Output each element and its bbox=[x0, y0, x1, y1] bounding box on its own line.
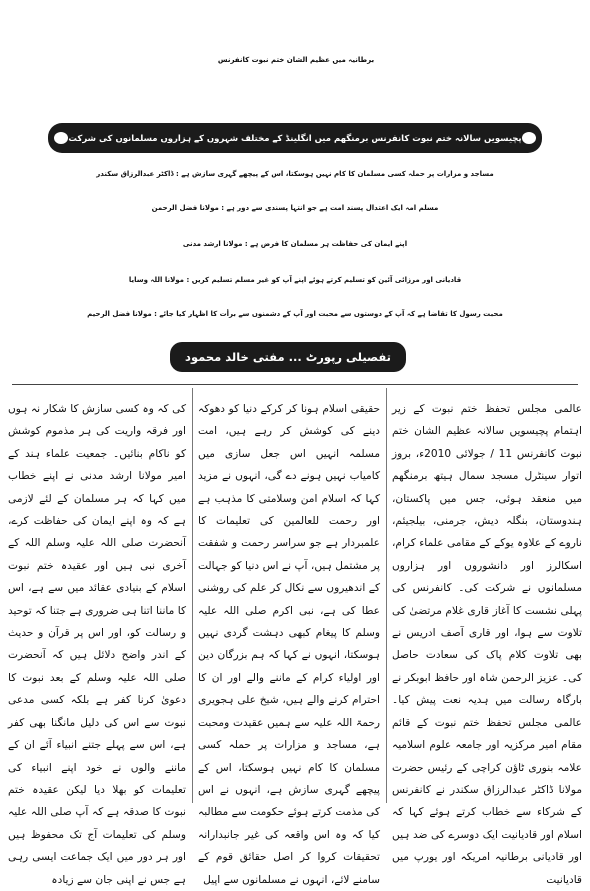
divider-rule bbox=[12, 384, 578, 385]
banner-strap bbox=[48, 123, 542, 153]
column-separator bbox=[192, 388, 193, 803]
subheadline-3: اپنے ایمان کی حفاظت ہر مسلمان کا فرض ہے : مولانا ارشد مدنی bbox=[182, 240, 408, 248]
subheadline-5: محبت رسول کا تقاضا ہے کہ آپ کے دوستوں سے محبت اور آپ کے دشمنوں سے برأت کا اظہار کیا جائے : مولانا فضل الرحیم bbox=[87, 310, 503, 318]
subheadline-4: قادیانی اور مرزائی آئین کو تسلیم کرتے ہوئے اپنے آپ کو غیر مسلم تسلیم کریں : مولانا اللہ وسایا bbox=[128, 276, 462, 284]
article-column-right bbox=[392, 398, 583, 886]
report-byline: تفصیلی رپورٹ ... مفتی خالد محمود bbox=[185, 350, 391, 364]
banner-text: پچیسویں سالانہ ختم نبوت کانفرنس برمنگھم میں انگلینڈ کے مختلف شہروں کے ہزاروں مسلمانوں کی شرکت bbox=[68, 133, 522, 144]
column-middle-text: حقیقی اسلام ہونا کر کرکے دنیا کو دھوکہ دینے کی کوشش کر رہے ہیں، امت مسلمہ انہیں اس جعل سازی میں کامیاب نہیں ہونے دے گی، انہوں نے مزید کہا کہ اسلام امن وسلامتی کا مذہب ہے اور رحمت للعالمین کی تعلیمات کا علمبردار ہے جو سراسر رحمت و شفقت پر مشتمل ہیں، آپ نے اس دنیا کو جہالت کے اندھیروں سے نکال کر علم کی روشنی عطا کی ہے، نبی اکرم صلی اللہ علیہ وسلم کا پیغام کبھی دہشت گردی نہیں ہوسکتا، انہوں نے کہا کہ ہم بزرگان دین اور اولیاء کرام کے ماننے والے اور ان کا احترام کرنے والے ہیں، شیخ علی ہجویری رحمۃ اللہ علیہ سے ہمیں عقیدت ومحبت ہے، مساجد و مزارات پر حملہ کسی مسلمان کا کام نہیں ہوسکتا، اس کے پیچھے گہری سازش ہے، انہوں نے اس کی مذمت کرتے ہوئے حکومت سے مطالبہ کیا کہ وہ اس واقعہ کی غیر جانبدارانہ تحقیقات کروا کر اصل حقائق قوم کے سامنے لائے، انہوں نے مسلمانوں سے اپیل bbox=[198, 403, 380, 886]
article-column-left bbox=[8, 398, 186, 886]
subheadline-1: مساجد و مزارات پر حملہ کسی مسلمان کا کام نہیں ہوسکتا، اس کے پیچھے گہری سازش ہے : ڈاکٹر عبدالرزاق سکندر bbox=[96, 170, 494, 178]
article-column-middle bbox=[198, 398, 380, 886]
subheadline-2: مسلم امہ ایک اعتدال پسند امت ہے جو انتہا پسندی سے دور ہے : مولانا فضل الرحمن bbox=[151, 204, 439, 212]
column-separator bbox=[386, 388, 387, 803]
column-right-text: عالمی مجلس تحفظ ختم نبوت کے زیر اہتمام پچیسویں سالانہ عظیم الشان ختم نبوت کانفرنس 11 / جولائی 2010ء، بروز اتوار سینٹرل مسجد سمال ہیتھ برمنگھم میں منعقد ہوئی، جس میں پاکستان، ہندوستان، بنگلہ دیش، جرمنی، بیلجیئم، ناروے کے علاوہ یوکے کے مقامی علماء کرام، اسکالرز اور دانشوروں اور ہزاروں مسلمانوں نے شرکت کی۔ کانفرنس کی پہلی نشست کا آغاز قاری غلام مرتضیٰ کی تلاوت سے ہوا، اور قاری آصف ادریس نے بھی تلاوت کلام پاک کی سعادت حاصل کی۔ عزیز الرحمن شاہ اور حافظ ابوبکر نے بارگاہ رسالت میں ہدیہ نعت پیش کیا۔ عالمی مجلس تحفظ ختم نبوت کے قائم مقام امیر مرکزیہ اور جامعہ علوم اسلامیہ علامہ بنوری ٹاؤن کراچی کے رئیس حضرت مولانا ڈاکٹر عبدالرزاق سکندر نے کانفرنس کے شرکاء سے خطاب کرتے ہوئے کہا کہ اسلام اور قادیانیت ایک دوسرے کی ضد ہیں اور قادیانی برطانیہ امریکہ اور یورپ میں قادیانیت bbox=[392, 403, 583, 886]
column-left-text: کی کہ وہ کسی سازش کا شکار نہ ہوں اور فرقہ واریت کی ہر مذموم کوشش کو ناکام بنائیں۔ جمعیت علماء ہند کے امیر مولانا ارشد مدنی نے اپنے خطاب میں کہا کہ ہر مسلمان کے لئے لازمی ہے کہ وہ اپنے ایمان کی حفاظت کرے، آنحضرت صلی اللہ علیہ وسلم اللہ کے آخری نبی ہیں اور عقیدہ ختم نبوت اسلام کے بنیادی عقائد میں سے ہے، اس کا ماننا اتنا ہی ضروری ہے جتنا کہ توحید و رسالت کو، اور اس پر قرآن و حدیث کے اندر واضح دلائل ہیں کہ آنحضرت صلی اللہ علیہ وسلم کے بعد نبوت کا دعویٰ کرنا کفر ہے بلکہ کسی مدعی نبوت سے اس کی دلیل مانگنا بھی کفر ہے، اس سے پہلے جتنے انبیاء آئے ان کے ماننے والوں نے خود اپنے انبیاء کی تعلیمات کو بھلا دیا لیکن عقیدہ ختم نبوت کا صدقہ ہے کہ آپ صلی اللہ علیہ وسلم کی تعلیمات آج تک محفوظ ہیں اور ہر دور میں ایک جماعت ایسی رہی ہے جس نے اپنی جان سے زیادہ bbox=[8, 403, 186, 886]
headline: برطانیہ میں عظیم الشان ختم نبوت کانفرنس bbox=[217, 56, 375, 64]
report-byline-box bbox=[170, 342, 406, 372]
